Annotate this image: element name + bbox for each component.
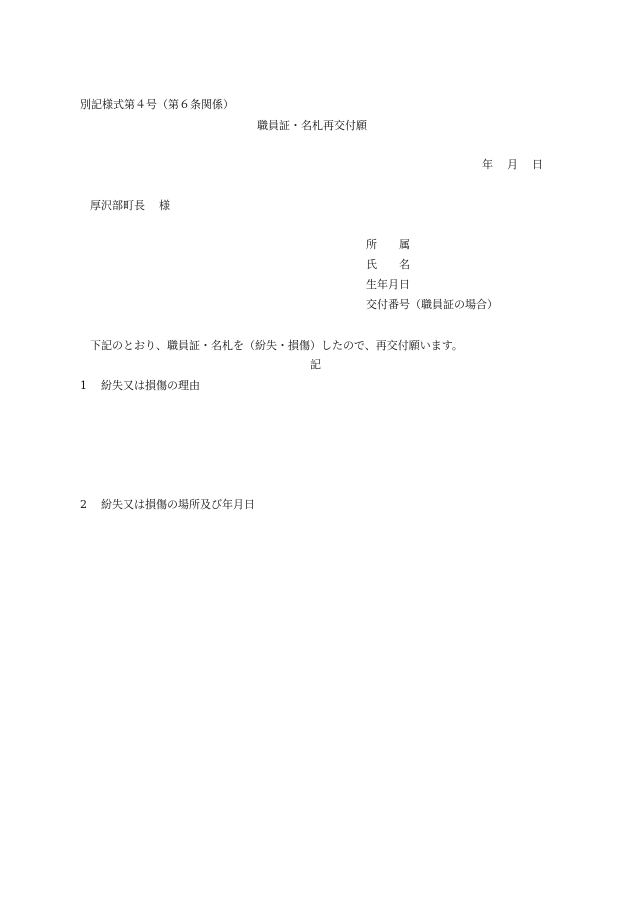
item-1-number: 1	[80, 379, 87, 392]
affiliation-label-a: 所	[366, 238, 377, 251]
applicant-birthdate: 生年月日	[366, 278, 410, 291]
date-day: 日	[532, 158, 543, 171]
item-2	[80, 498, 255, 512]
addressee-honorific: 様	[159, 199, 170, 212]
item-1	[80, 379, 200, 393]
applicant-affiliation	[366, 238, 410, 252]
addressee-line	[90, 199, 170, 213]
name-label-a: 氏	[366, 258, 377, 271]
date-year: 年	[482, 158, 493, 171]
item-1-text: 紛失又は損傷の理由	[101, 379, 200, 392]
addressee-office: 厚沢部町長	[90, 199, 145, 212]
date-month: 月	[507, 158, 518, 171]
form-title: 職員証・名札再交付願	[257, 119, 367, 132]
name-label-b: 名	[399, 258, 410, 271]
date-line	[482, 158, 543, 172]
ki-heading: 記	[310, 358, 321, 371]
item-2-text: 紛失又は損傷の場所及び年月日	[101, 498, 255, 511]
form-style-label: 別記様式第４号（第６条関係）	[80, 98, 234, 111]
statement: 下記のとおり、職員証・名札を（紛失・損傷）したので、再交付願います。	[90, 339, 463, 352]
applicant-card-number: 交付番号（職員証の場合）	[366, 298, 498, 311]
affiliation-label-b: 属	[399, 238, 410, 251]
applicant-name	[366, 258, 410, 272]
item-2-number: 2	[80, 498, 87, 511]
